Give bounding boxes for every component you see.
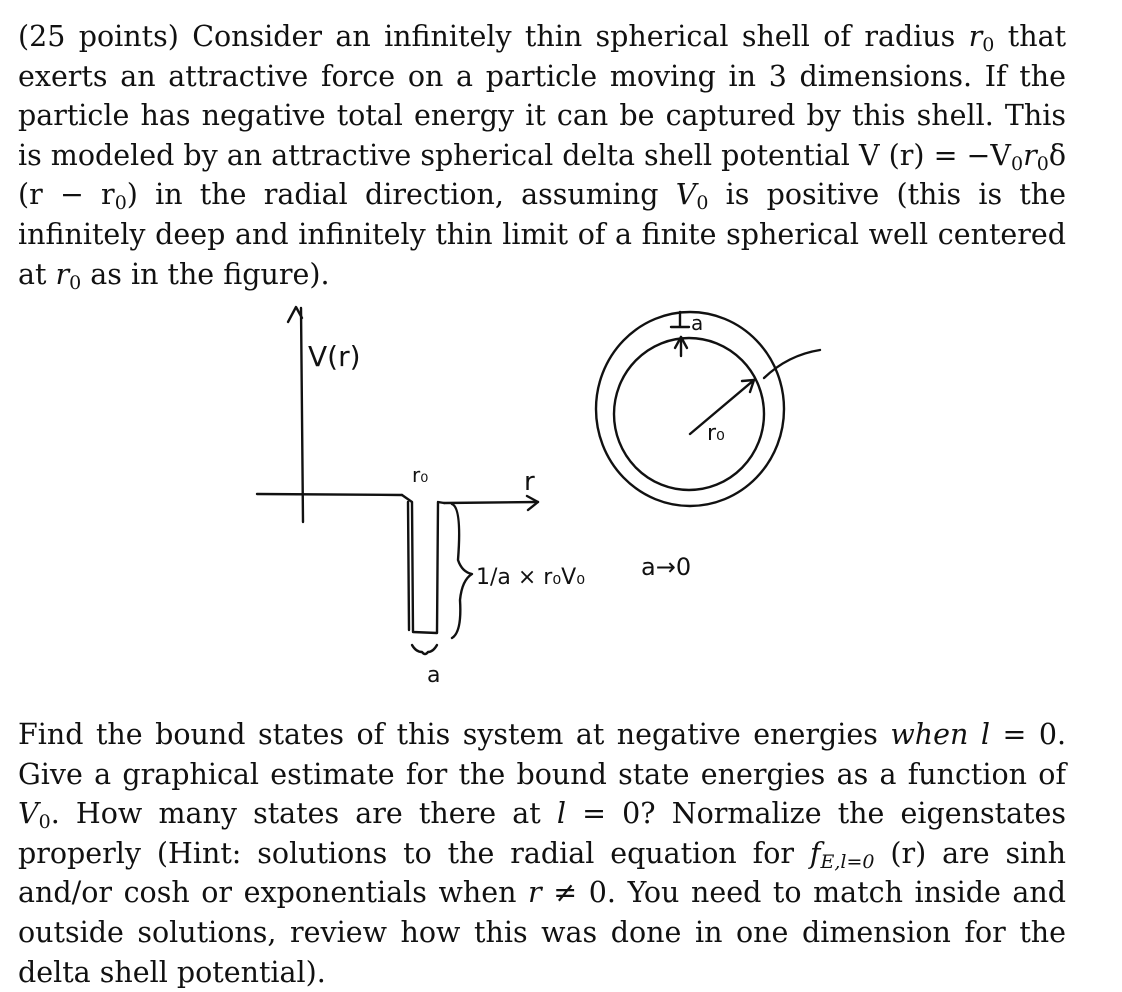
r0-symbol: $r_0$ xyxy=(968,20,995,56)
well-width-label: a xyxy=(427,663,441,688)
question-q6: You need to match inside and outside solutions, review how this was done in one dimension for the delta shell potential). xyxy=(18,876,1067,989)
potential-figure xyxy=(0,290,1122,710)
v-of-r-label: V(r) xyxy=(308,340,361,373)
question-v0-symbol: $V_0$ xyxy=(18,797,51,834)
shell-r0-label: r₀ xyxy=(707,421,725,446)
intro-text-e: as in the figure). xyxy=(90,257,330,291)
points-label: (25 points) xyxy=(18,20,179,53)
question-eq0: = 0. xyxy=(1002,718,1067,751)
shell-a-label: a xyxy=(691,311,704,335)
potential-formula: V $(r) = -V_0r_0\delta$ $(r - r_0)$ xyxy=(18,138,1066,215)
x-axis-left xyxy=(257,494,402,495)
r0-well-label: r₀ xyxy=(412,463,429,487)
shell-outer xyxy=(596,312,784,506)
a-to-zero-label: a→0 xyxy=(641,553,692,581)
intro-text-c: in the radial direction, assuming xyxy=(155,178,659,212)
question-r-arg: (r) xyxy=(890,836,927,870)
question-text xyxy=(18,715,1066,992)
question-q5: are sinh and/or cosh or exponentials when xyxy=(18,836,1066,910)
question-q1: Find the bound states of this system at negative energies xyxy=(18,718,878,751)
r0-symbol-2: $r_0$ xyxy=(55,257,82,294)
intro-text-d: is positive (this is the infinitely deep and infinitely thin limit of a finite spherical well centered at xyxy=(18,178,1066,291)
question-l-symbol: l xyxy=(980,718,990,751)
r-axis-label: r xyxy=(524,467,535,497)
width-brace xyxy=(412,645,437,654)
question-q3: . How many states are there at xyxy=(50,797,541,831)
question-q4: = 0? Normalize the eigenstates properly (Hint: solutions to the radial equation for xyxy=(18,797,1067,870)
intro-text-a: Consider an infinitely thin spherical shell of radius xyxy=(192,20,956,53)
v0-symbol: $V_0$ xyxy=(675,178,709,215)
question-r-symbol: r xyxy=(528,876,542,910)
question-l-symbol-2: l xyxy=(556,797,566,831)
shell-inner xyxy=(614,338,764,490)
y-axis xyxy=(301,308,303,522)
intro-text-b: that exerts an attractive force on a particle moving in 3 dimensions. If the particle has negative total energy it can be captured by this shell. This is modeled by an attractive spherical delta shell potential xyxy=(18,20,1067,172)
question-when: when xyxy=(890,718,969,751)
problem-statement xyxy=(18,17,1066,294)
question-neq: ≠ 0. xyxy=(553,876,616,910)
depth-brace xyxy=(452,504,472,638)
x-axis-right xyxy=(444,502,538,503)
question-q2: Give a graphical estimate for the bound state energies as a function of xyxy=(18,757,1066,791)
question-f-symbol: $f_{E,l=0}$ xyxy=(809,836,875,873)
well-inner-line xyxy=(408,502,409,630)
well-depth-label: 1/a × r₀V₀ xyxy=(476,565,586,590)
